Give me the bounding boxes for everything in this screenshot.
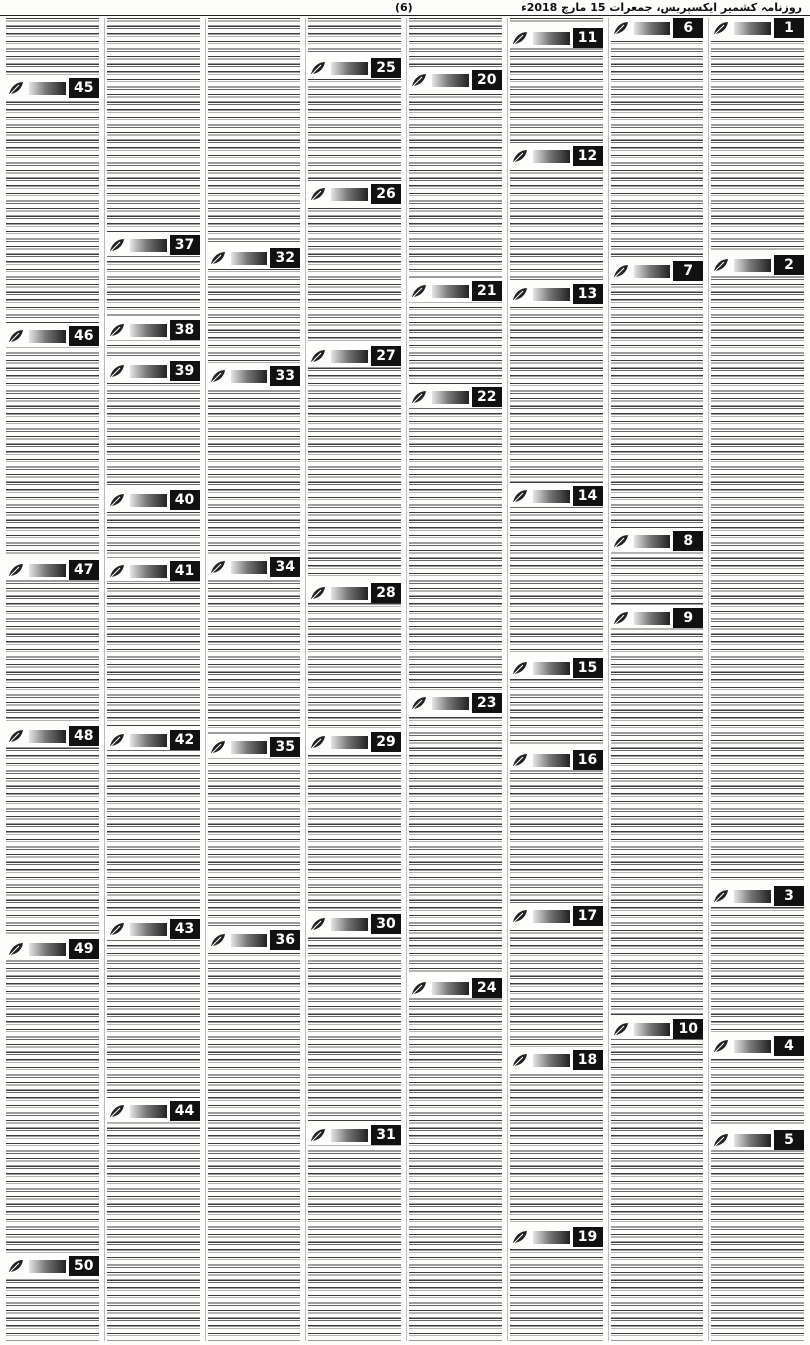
column-8 [4, 18, 101, 1341]
item-number: 43 [170, 919, 200, 939]
item-number: 3 [774, 886, 804, 906]
banner-gradient-bar [533, 1231, 570, 1244]
leaf-icon [6, 326, 26, 346]
leaf-icon [308, 346, 328, 366]
banner-gradient-bar [331, 62, 368, 75]
banner-gradient-bar [734, 259, 771, 272]
page-number: (6) [395, 1, 413, 14]
item-banner [611, 1019, 704, 1039]
newspaper-title: روزنامہ کشمیر ایکسپریس، جمعرات 15 مارچ 2018ء [521, 1, 802, 14]
news-item-44 [107, 1101, 200, 1121]
leaf-icon [208, 930, 228, 950]
news-item-8 [611, 531, 704, 551]
item-banner [308, 1125, 401, 1145]
item-number: 6 [673, 18, 703, 38]
leaf-icon [510, 486, 530, 506]
banner-gradient-bar [734, 22, 771, 35]
item-number: 24 [472, 978, 502, 998]
leaf-icon [611, 18, 631, 38]
news-item-31 [308, 1125, 401, 1145]
item-banner [611, 261, 704, 281]
leaf-icon [510, 906, 530, 926]
item-number: 11 [573, 28, 603, 48]
item-banner [510, 284, 603, 304]
item-number: 33 [270, 366, 300, 386]
banner-gradient-bar [533, 32, 570, 45]
item-number: 9 [673, 608, 703, 628]
item-number: 5 [774, 1130, 804, 1150]
item-number: 45 [69, 78, 99, 98]
item-banner [107, 490, 200, 510]
item-banner [711, 886, 804, 906]
item-number: 16 [573, 750, 603, 770]
banner-gradient-bar [130, 1105, 167, 1118]
leaf-icon [308, 58, 328, 78]
column-7 [104, 18, 202, 1341]
banner-gradient-bar [432, 285, 469, 298]
item-banner [510, 146, 603, 166]
item-number: 34 [270, 557, 300, 577]
news-item-29 [308, 732, 401, 752]
banner-gradient-bar [231, 741, 268, 754]
news-item-32 [208, 248, 301, 268]
column-4 [406, 18, 504, 1341]
leaf-icon [208, 248, 228, 268]
news-item-33 [208, 366, 301, 386]
item-number: 1 [774, 18, 804, 38]
item-number: 47 [69, 560, 99, 580]
column-2 [608, 18, 706, 1341]
column-6 [205, 18, 303, 1341]
news-item-1 [711, 18, 804, 38]
item-banner [6, 726, 99, 746]
item-number: 25 [371, 58, 401, 78]
item-banner [6, 560, 99, 580]
item-number: 8 [673, 531, 703, 551]
banner-gradient-bar [634, 535, 671, 548]
banner-gradient-bar [331, 587, 368, 600]
leaf-icon [611, 608, 631, 628]
news-item-34 [208, 557, 301, 577]
item-number: 50 [69, 1256, 99, 1276]
item-number: 14 [573, 486, 603, 506]
item-banner [308, 914, 401, 934]
item-number: 12 [573, 146, 603, 166]
leaf-icon [107, 1101, 127, 1121]
item-number: 38 [170, 320, 200, 340]
news-item-3 [711, 886, 804, 906]
item-banner [308, 583, 401, 603]
banner-gradient-bar [533, 662, 570, 675]
banner-gradient-bar [331, 918, 368, 931]
news-item-49 [6, 939, 99, 959]
news-item-27 [308, 346, 401, 366]
item-banner [308, 346, 401, 366]
item-banner [107, 561, 200, 581]
news-item-42 [107, 730, 200, 750]
news-item-43 [107, 919, 200, 939]
item-banner [308, 58, 401, 78]
leaf-icon [107, 490, 127, 510]
item-number: 23 [472, 693, 502, 713]
item-banner [611, 531, 704, 551]
item-number: 4 [774, 1036, 804, 1056]
item-banner [208, 366, 301, 386]
news-item-45 [6, 78, 99, 98]
news-item-6 [611, 18, 704, 38]
news-item-19 [510, 1227, 603, 1247]
news-item-39 [107, 361, 200, 381]
item-banner [6, 78, 99, 98]
leaf-icon [409, 70, 429, 90]
news-item-21 [409, 281, 502, 301]
item-banner [711, 18, 804, 38]
item-number: 17 [573, 906, 603, 926]
item-banner [611, 608, 704, 628]
leaf-icon [711, 255, 731, 275]
item-banner [107, 730, 200, 750]
banner-gradient-bar [634, 612, 671, 625]
banner-gradient-bar [130, 324, 167, 337]
leaf-icon [107, 320, 127, 340]
item-number: 46 [69, 326, 99, 346]
item-number: 29 [371, 732, 401, 752]
leaf-icon [409, 978, 429, 998]
news-item-47 [6, 560, 99, 580]
leaf-icon [107, 361, 127, 381]
item-banner [208, 557, 301, 577]
news-item-7 [611, 261, 704, 281]
item-banner [510, 658, 603, 678]
banner-gradient-bar [533, 754, 570, 767]
item-number: 44 [170, 1101, 200, 1121]
item-number: 21 [472, 281, 502, 301]
banner-gradient-bar [432, 74, 469, 87]
banner-gradient-bar [29, 564, 66, 577]
banner-gradient-bar [432, 391, 469, 404]
item-banner [409, 387, 502, 407]
item-number: 22 [472, 387, 502, 407]
leaf-icon [510, 658, 530, 678]
item-banner [208, 248, 301, 268]
banner-gradient-bar [130, 734, 167, 747]
item-banner [409, 693, 502, 713]
news-item-20 [409, 70, 502, 90]
leaf-icon [409, 387, 429, 407]
banner-gradient-bar [533, 1054, 570, 1067]
page-header [0, 0, 810, 16]
banner-gradient-bar [533, 288, 570, 301]
leaf-icon [510, 1050, 530, 1070]
leaf-icon [107, 561, 127, 581]
news-item-38 [107, 320, 200, 340]
leaf-icon [611, 261, 631, 281]
banner-gradient-bar [130, 565, 167, 578]
leaf-icon [6, 1256, 26, 1276]
item-number: 40 [170, 490, 200, 510]
banner-gradient-bar [130, 239, 167, 252]
item-number: 15 [573, 658, 603, 678]
item-banner [208, 737, 301, 757]
banner-gradient-bar [231, 370, 268, 383]
news-item-13 [510, 284, 603, 304]
column-3 [507, 18, 605, 1341]
item-number: 35 [270, 737, 300, 757]
banner-gradient-bar [331, 350, 368, 363]
news-item-18 [510, 1050, 603, 1070]
banner-gradient-bar [231, 561, 268, 574]
banner-gradient-bar [231, 934, 268, 947]
news-item-26 [308, 184, 401, 204]
news-item-30 [308, 914, 401, 934]
banner-gradient-bar [29, 330, 66, 343]
news-item-35 [208, 737, 301, 757]
leaf-icon [6, 939, 26, 959]
item-number: 7 [673, 261, 703, 281]
item-banner [107, 1101, 200, 1121]
news-item-10 [611, 1019, 704, 1039]
leaf-icon [107, 919, 127, 939]
leaf-icon [6, 560, 26, 580]
banner-gradient-bar [432, 982, 469, 995]
news-item-17 [510, 906, 603, 926]
news-item-9 [611, 608, 704, 628]
leaf-icon [510, 1227, 530, 1247]
leaf-icon [510, 146, 530, 166]
item-banner [510, 906, 603, 926]
item-number: 39 [170, 361, 200, 381]
banner-gradient-bar [533, 490, 570, 503]
item-number: 28 [371, 583, 401, 603]
leaf-icon [107, 730, 127, 750]
item-number: 30 [371, 914, 401, 934]
news-item-22 [409, 387, 502, 407]
item-number: 49 [69, 939, 99, 959]
item-number: 26 [371, 184, 401, 204]
news-item-11 [510, 28, 603, 48]
item-number: 48 [69, 726, 99, 746]
leaf-icon [611, 531, 631, 551]
item-banner [409, 70, 502, 90]
news-item-46 [6, 326, 99, 346]
banner-gradient-bar [331, 188, 368, 201]
news-item-37 [107, 235, 200, 255]
news-item-41 [107, 561, 200, 581]
item-number: 18 [573, 1050, 603, 1070]
news-item-40 [107, 490, 200, 510]
banner-gradient-bar [533, 910, 570, 923]
news-item-16 [510, 750, 603, 770]
item-banner [711, 1130, 804, 1150]
news-item-23 [409, 693, 502, 713]
item-banner [510, 1050, 603, 1070]
item-banner [510, 486, 603, 506]
item-number: 27 [371, 346, 401, 366]
news-item-28 [308, 583, 401, 603]
news-item-5 [711, 1130, 804, 1150]
banner-gradient-bar [130, 365, 167, 378]
item-number: 20 [472, 70, 502, 90]
leaf-icon [6, 78, 26, 98]
leaf-icon [510, 750, 530, 770]
banner-gradient-bar [734, 890, 771, 903]
leaf-icon [208, 366, 228, 386]
news-item-4 [711, 1036, 804, 1056]
banner-gradient-bar [634, 22, 671, 35]
item-number: 41 [170, 561, 200, 581]
news-item-24 [409, 978, 502, 998]
item-banner [409, 978, 502, 998]
item-banner [107, 919, 200, 939]
leaf-icon [711, 1036, 731, 1056]
banner-gradient-bar [734, 1040, 771, 1053]
leaf-icon [308, 1125, 328, 1145]
item-banner [711, 255, 804, 275]
banner-gradient-bar [231, 252, 268, 265]
item-number: 37 [170, 235, 200, 255]
leaf-icon [308, 914, 328, 934]
item-number: 10 [673, 1019, 703, 1039]
item-banner [510, 750, 603, 770]
item-number: 32 [270, 248, 300, 268]
item-banner [6, 1256, 99, 1276]
news-item-50 [6, 1256, 99, 1276]
item-number: 2 [774, 255, 804, 275]
leaf-icon [308, 732, 328, 752]
item-banner [510, 1227, 603, 1247]
leaf-icon [611, 1019, 631, 1039]
item-banner [510, 28, 603, 48]
news-item-14 [510, 486, 603, 506]
news-item-12 [510, 146, 603, 166]
text-columns [4, 18, 806, 1341]
banner-gradient-bar [331, 1129, 368, 1142]
item-number: 42 [170, 730, 200, 750]
banner-gradient-bar [29, 730, 66, 743]
item-banner [107, 361, 200, 381]
banner-gradient-bar [29, 943, 66, 956]
leaf-icon [711, 886, 731, 906]
leaf-icon [107, 235, 127, 255]
item-number: 19 [573, 1227, 603, 1247]
banner-gradient-bar [29, 1260, 66, 1273]
news-item-2 [711, 255, 804, 275]
leaf-icon [308, 583, 328, 603]
banner-gradient-bar [29, 82, 66, 95]
item-number: 36 [270, 930, 300, 950]
news-item-25 [308, 58, 401, 78]
column-5 [305, 18, 403, 1341]
leaf-icon [510, 28, 530, 48]
item-banner [611, 18, 704, 38]
item-banner [6, 939, 99, 959]
leaf-icon [208, 557, 228, 577]
leaf-icon [409, 693, 429, 713]
leaf-icon [711, 1130, 731, 1150]
leaf-icon [6, 726, 26, 746]
item-banner [409, 281, 502, 301]
news-item-48 [6, 726, 99, 746]
banner-gradient-bar [734, 1134, 771, 1147]
news-item-15 [510, 658, 603, 678]
item-number: 31 [371, 1125, 401, 1145]
column-1 [708, 18, 806, 1341]
banner-gradient-bar [331, 736, 368, 749]
item-banner [711, 1036, 804, 1056]
item-number: 13 [573, 284, 603, 304]
leaf-icon [308, 184, 328, 204]
item-banner [107, 235, 200, 255]
banner-gradient-bar [533, 150, 570, 163]
leaf-icon [409, 281, 429, 301]
item-banner [107, 320, 200, 340]
leaf-icon [711, 18, 731, 38]
item-banner [208, 930, 301, 950]
leaf-icon [208, 737, 228, 757]
banner-gradient-bar [432, 697, 469, 710]
banner-gradient-bar [130, 494, 167, 507]
banner-gradient-bar [634, 1023, 671, 1036]
item-banner [308, 184, 401, 204]
item-banner [308, 732, 401, 752]
banner-gradient-bar [634, 265, 671, 278]
item-banner [6, 326, 99, 346]
news-item-36 [208, 930, 301, 950]
banner-gradient-bar [130, 923, 167, 936]
leaf-icon [510, 284, 530, 304]
